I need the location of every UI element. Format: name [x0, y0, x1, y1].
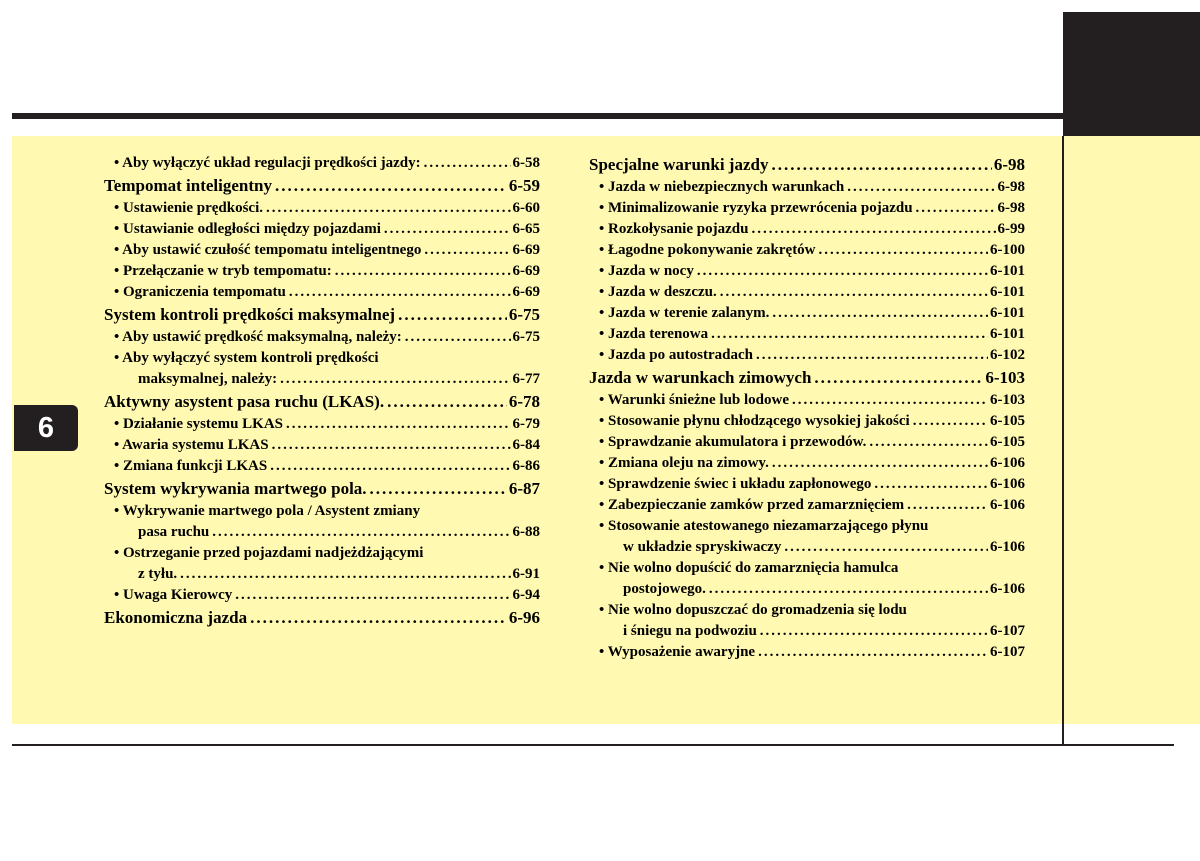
- toc-page-number: 6-87: [508, 479, 540, 498]
- toc-page-number: 6-96: [508, 608, 540, 627]
- toc-entry-title: • Zmiana funkcji LKAS: [114, 458, 268, 474]
- dot-leader: [753, 345, 988, 366]
- dot-leader: [247, 606, 507, 630]
- toc-entry-title: System wykrywania martwego pola.: [104, 479, 367, 498]
- toc-page-number: 6-98: [997, 200, 1025, 216]
- toc-entry-title: • Aby wyłączyć układ regulacji prędkości jazdy:: [114, 155, 421, 171]
- dot-leader: [717, 282, 988, 303]
- toc-page-number: 6-77: [512, 371, 540, 387]
- dot-leader: [811, 366, 983, 390]
- toc-subentry[interactable]: [104, 327, 540, 348]
- toc-subentry[interactable]: [589, 324, 1025, 345]
- toc-subentry[interactable]: [589, 642, 1025, 663]
- toc-page-number: 6-69: [512, 284, 540, 300]
- toc-subentry[interactable]: [589, 411, 1025, 432]
- toc-subentry[interactable]: [104, 348, 540, 369]
- toc-entry-title: • Ostrzeganie przed pojazdami nadjeżdżającymi: [114, 545, 424, 561]
- dot-leader: [866, 432, 988, 453]
- toc-page-number: 6-79: [512, 416, 540, 432]
- toc-entry-title: • Stosowanie płynu chłodzącego wysokiej jakości: [599, 413, 910, 429]
- toc-page-number: 6-65: [512, 221, 540, 237]
- dot-leader: [269, 435, 511, 456]
- toc-subentry[interactable]: [589, 240, 1025, 261]
- toc-subentry[interactable]: [589, 282, 1025, 303]
- toc-page-number: 6-98: [993, 155, 1025, 174]
- dot-leader: [768, 153, 991, 177]
- dot-leader: [286, 282, 511, 303]
- toc-subentry[interactable]: [104, 564, 540, 585]
- toc-entry-title: • Aby ustawić prędkość maksymalną, należy:: [114, 329, 402, 345]
- toc-page-number: 6-75: [512, 329, 540, 345]
- toc-subentry[interactable]: [589, 345, 1025, 366]
- toc-subentry[interactable]: [104, 456, 540, 477]
- toc-page-number: 6-106: [990, 539, 1025, 555]
- toc-subentry[interactable]: [589, 600, 1025, 621]
- toc-subentry[interactable]: [104, 435, 540, 456]
- dot-leader: [748, 219, 995, 240]
- toc-subentry[interactable]: [104, 282, 540, 303]
- bottom-rule: [12, 744, 1174, 746]
- toc-page-number: 6-101: [990, 305, 1025, 321]
- toc-subentry[interactable]: [589, 390, 1025, 411]
- dot-leader: [910, 411, 988, 432]
- toc-entry-title: • Zmiana oleju na zimowy.: [599, 455, 769, 471]
- toc-right-column: [589, 153, 1025, 663]
- toc-entry-title: • Działanie systemu LKAS: [114, 416, 284, 432]
- toc-page-number: 6-105: [990, 413, 1025, 429]
- toc-heading-entry[interactable]: [104, 606, 540, 630]
- toc-page-number: 6-102: [990, 347, 1025, 363]
- toc-entry-title: Aktywny asystent pasa ruchu (LKAS).: [104, 392, 385, 411]
- toc-subentry[interactable]: [589, 537, 1025, 558]
- dot-leader: [694, 261, 988, 282]
- toc-page-number: 6-107: [990, 623, 1025, 639]
- dot-leader: [402, 327, 511, 348]
- toc-subentry[interactable]: [589, 579, 1025, 600]
- toc-entry-title: maksymalnej, należy:: [138, 371, 278, 387]
- toc-page-number: 6-60: [512, 200, 540, 216]
- toc-subentry[interactable]: [104, 585, 540, 606]
- toc-entry-title: w układzie spryskiwaczy: [623, 539, 782, 555]
- toc-entry-title: • Minimalizowanie ryzyka przewrócenia pojazdu: [599, 200, 913, 216]
- toc-subentry[interactable]: [589, 621, 1025, 642]
- side-panel: [1064, 136, 1200, 724]
- dot-leader: [871, 474, 988, 495]
- toc-page-number: 6-103: [990, 392, 1025, 408]
- toc-heading-entry[interactable]: [104, 303, 540, 327]
- toc-page-number: 6-91: [512, 566, 540, 582]
- dot-leader: [421, 153, 511, 174]
- toc-heading-entry[interactable]: [589, 366, 1025, 390]
- dot-leader: [384, 390, 507, 414]
- toc-page-number: 6-84: [512, 437, 540, 453]
- toc-subentry[interactable]: [589, 516, 1025, 537]
- toc-heading-entry[interactable]: [104, 477, 540, 501]
- toc-entry-title: • Wykrywanie martwego pola / Asystent zmiany: [114, 503, 421, 519]
- toc-subentry[interactable]: [104, 501, 540, 522]
- toc-entry-title: • Ograniczenia tempomatu: [114, 284, 286, 300]
- toc-heading-entry[interactable]: [104, 390, 540, 414]
- toc-entry-title: • Jazda w deszczu.: [599, 284, 717, 300]
- toc-page-number: 6-101: [990, 326, 1025, 342]
- dot-leader: [421, 240, 510, 261]
- dot-leader: [816, 240, 988, 261]
- toc-entry-title: • Zabezpieczanie zamków przed zamarznięciem: [599, 497, 905, 513]
- toc-entry-title: • Warunki śnieżne lub lodowe: [599, 392, 790, 408]
- toc-subentry[interactable]: [104, 198, 540, 219]
- chapter-number-tab: 6: [14, 405, 78, 451]
- dot-leader: [789, 390, 988, 411]
- toc-page-number: 6-86: [512, 458, 540, 474]
- toc-page-number: 6-100: [990, 242, 1025, 258]
- toc-page-number: 6-75: [508, 305, 540, 324]
- toc-page-number: 6-106: [990, 476, 1025, 492]
- toc-entry-title: System kontroli prędkości maksymalnej: [104, 305, 396, 324]
- toc-entry-title: Jazda w warunkach zimowych: [589, 368, 812, 387]
- toc-page-number: 6-99: [997, 221, 1025, 237]
- dot-leader: [332, 261, 511, 282]
- dot-leader: [769, 453, 988, 474]
- toc-subentry[interactable]: [104, 543, 540, 564]
- dot-leader: [277, 369, 510, 390]
- toc-entry-title: • Nie wolno dopuścić do zamarznięcia hamulca: [599, 560, 899, 576]
- toc-left-column: [104, 153, 540, 630]
- toc-page-number: 6-98: [997, 179, 1025, 195]
- toc-entry-title: • Ustawienie prędkości.: [114, 200, 263, 216]
- toc-subentry[interactable]: [104, 369, 540, 390]
- toc-entry-title: • Aby ustawić czułość tempomatu inteligentnego: [114, 242, 422, 258]
- dot-leader: [381, 219, 511, 240]
- toc-entry-title: • Łagodne pokonywanie zakrętów: [599, 242, 816, 258]
- toc-page-number: 6-106: [990, 455, 1025, 471]
- toc-entry-title: • Aby wyłączyć system kontroli prędkości: [114, 350, 379, 366]
- toc-entry-title: • Nie wolno dopuszczać do gromadzenia się lodu: [599, 602, 907, 618]
- toc-entry-title: • Jazda w nocy: [599, 263, 694, 279]
- toc-entry-title: Ekonomiczna jazda: [104, 608, 248, 627]
- toc-entry-title: postojowego.: [623, 581, 706, 597]
- toc-entry-title: • Ustawianie odległości między pojazdami: [114, 221, 381, 237]
- toc-heading-entry[interactable]: [104, 174, 540, 198]
- toc-subentry[interactable]: [104, 522, 540, 543]
- dot-leader: [395, 303, 507, 327]
- toc-page-number: 6-101: [990, 263, 1025, 279]
- toc-subentry[interactable]: [589, 432, 1025, 453]
- toc-page-number: 6-88: [512, 524, 540, 540]
- toc-subentry[interactable]: [589, 198, 1025, 219]
- toc-subentry[interactable]: [589, 558, 1025, 579]
- dot-leader: [267, 456, 510, 477]
- toc-subentry[interactable]: [104, 261, 540, 282]
- toc-subentry[interactable]: [589, 303, 1025, 324]
- top-rule: [12, 113, 1063, 119]
- toc-page-number: 6-107: [990, 644, 1025, 660]
- dot-leader: [708, 324, 988, 345]
- toc-entry-title: pasa ruchu: [138, 524, 210, 540]
- toc-entry-title: • Rozkołysanie pojazdu: [599, 221, 749, 237]
- dot-leader: [283, 414, 510, 435]
- toc-entry-title: • Awaria systemu LKAS: [114, 437, 269, 453]
- toc-entry-title: Tempomat inteligentny: [104, 176, 272, 195]
- toc-entry-title: • Jazda w terenie zalanym.: [599, 305, 770, 321]
- dot-leader: [263, 198, 511, 219]
- toc-entry-title: • Uwaga Kierowcy: [114, 587, 233, 603]
- dot-leader: [757, 621, 988, 642]
- corner-tab: [1063, 12, 1200, 136]
- toc-page-number: 6-101: [990, 284, 1025, 300]
- toc-entry-title: i śniegu na podwoziu: [623, 623, 757, 639]
- toc-entry-title: Specjalne warunki jazdy: [589, 155, 769, 174]
- toc-entry-title: • Przełączanie w tryb tempomatu:: [114, 263, 332, 279]
- vertical-divider: [1062, 136, 1064, 745]
- toc-entry-title: • Sprawdzenie świec i układu zapłonowego: [599, 476, 872, 492]
- toc-subentry[interactable]: [104, 240, 540, 261]
- toc-subentry[interactable]: [589, 177, 1025, 198]
- toc-page-number: 6-106: [990, 581, 1025, 597]
- toc-subentry[interactable]: [589, 495, 1025, 516]
- dot-leader: [706, 579, 988, 600]
- dot-leader: [844, 177, 995, 198]
- dot-leader: [769, 303, 988, 324]
- dot-leader: [177, 564, 510, 585]
- dot-leader: [209, 522, 510, 543]
- toc-subentry[interactable]: [104, 153, 540, 174]
- dot-leader: [904, 495, 988, 516]
- toc-page-number: 6-69: [512, 242, 540, 258]
- toc-entry-title: z tyłu.: [138, 566, 178, 582]
- dot-leader: [755, 642, 988, 663]
- dot-leader: [913, 198, 996, 219]
- toc-page-number: 6-58: [512, 155, 540, 171]
- toc-entry-title: • Stosowanie atestowanego niezamarzającego płynu: [599, 518, 929, 534]
- dot-leader: [367, 477, 507, 501]
- toc-entry-title: • Jazda w niebezpiecznych warunkach: [599, 179, 845, 195]
- toc-page-number: 6-105: [990, 434, 1025, 450]
- toc-subentry[interactable]: [589, 453, 1025, 474]
- toc-subentry[interactable]: [589, 474, 1025, 495]
- toc-page-number: 6-106: [990, 497, 1025, 513]
- dot-leader: [272, 174, 507, 198]
- toc-entry-title: • Jazda po autostradach: [599, 347, 754, 363]
- toc-heading-entry[interactable]: [589, 153, 1025, 177]
- toc-entry-title: • Sprawdzanie akumulatora i przewodów.: [599, 434, 867, 450]
- toc-page-number: 6-103: [985, 368, 1025, 387]
- toc-page-number: 6-78: [508, 392, 540, 411]
- toc-page-number: 6-69: [512, 263, 540, 279]
- toc-page-number: 6-59: [508, 176, 540, 195]
- toc-subentry[interactable]: [104, 219, 540, 240]
- toc-subentry[interactable]: [589, 261, 1025, 282]
- dot-leader: [232, 585, 510, 606]
- dot-leader: [781, 537, 988, 558]
- toc-entry-title: • Jazda terenowa: [599, 326, 709, 342]
- toc-subentry[interactable]: [104, 414, 540, 435]
- toc-entry-title: • Wyposażenie awaryjne: [599, 644, 756, 660]
- toc-page-number: 6-94: [512, 587, 540, 603]
- toc-subentry[interactable]: [589, 219, 1025, 240]
